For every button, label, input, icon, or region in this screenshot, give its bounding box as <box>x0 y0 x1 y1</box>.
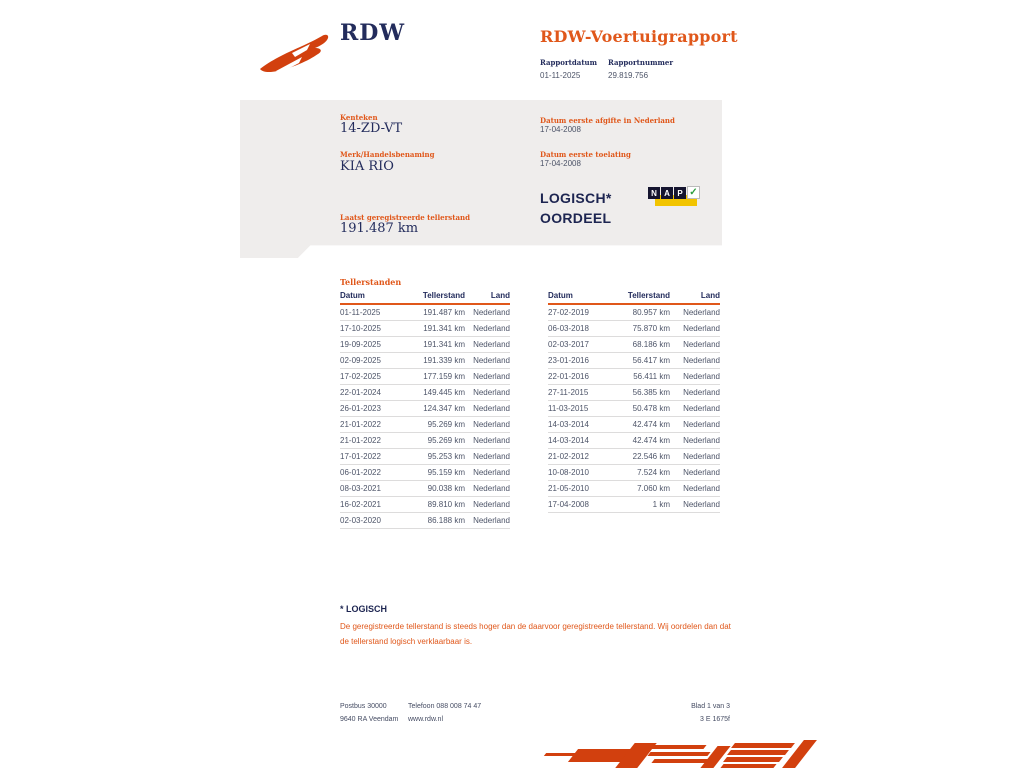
footer-address-line2: 9640 RA Veendam <box>340 716 399 723</box>
tellerstand-label: Laatst geregistreerde tellerstand <box>340 213 470 222</box>
table-cell: Nederland <box>670 369 720 385</box>
report-date-value: 01-11-2025 <box>540 71 581 80</box>
table-cell: 124.347 km <box>410 401 465 417</box>
table-cell: Nederland <box>670 401 720 417</box>
tellerstanden-section <box>340 277 720 529</box>
table-cell: 7.524 km <box>618 465 670 481</box>
table-cell: Nederland <box>465 417 510 433</box>
table-cell: 95.253 km <box>410 449 465 465</box>
table-cell: 50.478 km <box>618 401 670 417</box>
table-cell: 08-03-2021 <box>340 481 410 497</box>
table-cell: 23-01-2016 <box>548 353 618 369</box>
column-header: Land <box>465 291 510 304</box>
tellerstand-table-left <box>340 291 510 529</box>
table-row <box>548 465 720 481</box>
page-title: RDW-Voertuigrapport <box>540 27 738 46</box>
table-cell: 75.870 km <box>618 321 670 337</box>
rdw-wordmark: RDW <box>340 20 406 46</box>
table-row <box>548 449 720 465</box>
table-cell: 21-02-2012 <box>548 449 618 465</box>
table-row <box>548 385 720 401</box>
table-row <box>548 304 720 321</box>
table-cell: 177.159 km <box>410 369 465 385</box>
table-cell: 17-01-2022 <box>340 449 410 465</box>
table-cell: Nederland <box>670 481 720 497</box>
table-row <box>340 465 510 481</box>
table-cell: Nederland <box>670 353 720 369</box>
footnote-title: * LOGISCH <box>340 604 388 614</box>
table-cell: 90.038 km <box>410 481 465 497</box>
table-cell: 56.411 km <box>618 369 670 385</box>
table-cell: 89.810 km <box>410 497 465 513</box>
table-cell: 191.487 km <box>410 304 465 321</box>
rdw-stripes-graphic <box>545 740 815 768</box>
table-cell: 22-01-2016 <box>548 369 618 385</box>
table-cell: Nederland <box>670 497 720 513</box>
table-row <box>548 369 720 385</box>
table-row <box>548 353 720 369</box>
table-cell: 42.474 km <box>618 433 670 449</box>
table-cell: Nederland <box>465 513 510 529</box>
table-row <box>340 321 510 337</box>
table-row <box>340 513 510 529</box>
table-cell: 21-01-2022 <box>340 417 410 433</box>
toelating-value: 17-04-2008 <box>540 159 581 168</box>
table-cell: 19-09-2025 <box>340 337 410 353</box>
table-row <box>340 417 510 433</box>
table-cell: Nederland <box>670 321 720 337</box>
nap-checkmark-icon: ✓ <box>687 186 700 199</box>
table-cell: 02-09-2025 <box>340 353 410 369</box>
table-cell: Nederland <box>465 401 510 417</box>
table-cell: 21-01-2022 <box>340 433 410 449</box>
oordeel-text <box>540 188 612 228</box>
table-cell: Nederland <box>465 497 510 513</box>
table-cell: 191.339 km <box>410 353 465 369</box>
table-cell: 86.188 km <box>410 513 465 529</box>
table-row <box>548 321 720 337</box>
table-cell: Nederland <box>465 369 510 385</box>
nap-letter-n: N <box>648 187 660 199</box>
merk-value: KIA RIO <box>340 159 394 174</box>
table-row <box>340 449 510 465</box>
table-cell: Nederland <box>465 353 510 369</box>
report-number-value: 29.819.756 <box>608 71 649 80</box>
table-cell: 80.957 km <box>618 304 670 321</box>
report-number-block <box>608 58 673 80</box>
table-cell: 191.341 km <box>410 321 465 337</box>
table-cell: 56.385 km <box>618 385 670 401</box>
footer-phone: Telefoon 088 008 74 47 <box>408 703 482 710</box>
table-row <box>340 337 510 353</box>
column-header: Datum <box>340 291 410 304</box>
table-cell: Nederland <box>465 337 510 353</box>
table-cell: 22-01-2024 <box>340 385 410 401</box>
table-cell: 95.269 km <box>410 417 465 433</box>
table-cell: 10-08-2010 <box>548 465 618 481</box>
table-cell: 27-11-2015 <box>548 385 618 401</box>
table-row <box>340 497 510 513</box>
table-cell: 06-01-2022 <box>340 465 410 481</box>
table-cell: 14-03-2014 <box>548 417 618 433</box>
logisch-footnote <box>340 604 738 649</box>
report-number-label: Rapportnummer <box>608 58 674 67</box>
report-date-block <box>540 58 597 80</box>
table-cell: 01-11-2025 <box>340 304 410 321</box>
table-cell: 06-03-2018 <box>548 321 618 337</box>
tellerstand-value: 191.487 km <box>340 221 419 236</box>
table-cell: 27-02-2019 <box>548 304 618 321</box>
rdw-wing-logo-icon <box>258 28 333 73</box>
table-cell: Nederland <box>465 465 510 481</box>
table-row <box>340 369 510 385</box>
oordeel-line1: LOGISCH* <box>540 190 612 206</box>
footnote-text: De geregistreerde tellerstand is steeds hoger dan de daarvoor geregistreerde tellerstand. Wij oordelen dan dat de tellerstand logisch verklaarbaar is. <box>340 622 731 646</box>
table-cell: Nederland <box>465 385 510 401</box>
table-cell: Nederland <box>465 304 510 321</box>
report-date-label: Rapportdatum <box>540 58 598 67</box>
table-row <box>340 481 510 497</box>
table-row <box>340 385 510 401</box>
table-row <box>548 481 720 497</box>
nap-logo <box>648 186 698 208</box>
table-cell: 7.060 km <box>618 481 670 497</box>
column-header: Tellerstand <box>618 291 670 304</box>
merk-label: Merk/Handelsbenaming <box>340 150 435 159</box>
table-row <box>548 433 720 449</box>
tellerstanden-title: Tellerstanden <box>340 277 402 287</box>
table-row <box>340 401 510 417</box>
table-cell: 21-05-2010 <box>548 481 618 497</box>
table-cell: Nederland <box>670 304 720 321</box>
table-cell: Nederland <box>465 449 510 465</box>
table-cell: 95.159 km <box>410 465 465 481</box>
table-row <box>548 497 720 513</box>
oordeel-line2: OORDEEL <box>540 210 612 226</box>
footer-page-number: Blad 1 van 3 <box>691 703 730 710</box>
table-cell: 42.474 km <box>618 417 670 433</box>
afgifte-label: Datum eerste afgifte in Nederland <box>540 116 675 125</box>
table-cell: 68.186 km <box>618 337 670 353</box>
table-cell: 26-01-2023 <box>340 401 410 417</box>
table-row <box>548 401 720 417</box>
tellerstand-table-right <box>548 291 720 513</box>
table-cell: Nederland <box>670 449 720 465</box>
table-row <box>340 304 510 321</box>
table-cell: Nederland <box>465 481 510 497</box>
footer-form-code: 3 E 1675f <box>700 716 730 723</box>
kenteken-label: Kenteken <box>340 113 378 122</box>
table-cell: 22.546 km <box>618 449 670 465</box>
table-cell: Nederland <box>670 417 720 433</box>
table-cell: Nederland <box>465 321 510 337</box>
toelating-label: Datum eerste toelating <box>540 150 631 159</box>
footer-website: www.rdw.nl <box>408 716 444 723</box>
table-cell: 02-03-2020 <box>340 513 410 529</box>
table-row <box>340 433 510 449</box>
nap-letter-p: P <box>674 187 686 199</box>
table-cell: 11-03-2015 <box>548 401 618 417</box>
column-header: Tellerstand <box>410 291 465 304</box>
table-cell: 17-02-2025 <box>340 369 410 385</box>
table-cell: 56.417 km <box>618 353 670 369</box>
table-cell: 17-04-2008 <box>548 497 618 513</box>
table-cell: 02-03-2017 <box>548 337 618 353</box>
footer-address-line1: Postbus 30000 <box>340 703 387 710</box>
table-cell: Nederland <box>670 385 720 401</box>
table-cell: Nederland <box>670 433 720 449</box>
table-row <box>548 417 720 433</box>
table-row <box>340 353 510 369</box>
table-cell: Nederland <box>670 337 720 353</box>
table-cell: Nederland <box>465 433 510 449</box>
afgifte-value: 17-04-2008 <box>540 125 581 134</box>
table-cell: 191.341 km <box>410 337 465 353</box>
column-header: Datum <box>548 291 618 304</box>
table-row <box>548 337 720 353</box>
column-header: Land <box>670 291 720 304</box>
table-cell: 17-10-2025 <box>340 321 410 337</box>
table-cell: 14-03-2014 <box>548 433 618 449</box>
table-cell: 1 km <box>618 497 670 513</box>
table-cell: Nederland <box>670 465 720 481</box>
table-cell: 149.445 km <box>410 385 465 401</box>
table-cell: 95.269 km <box>410 433 465 449</box>
table-cell: 16-02-2021 <box>340 497 410 513</box>
nap-letter-a: A <box>661 187 673 199</box>
kenteken-value: 14-ZD-VT <box>340 121 403 136</box>
